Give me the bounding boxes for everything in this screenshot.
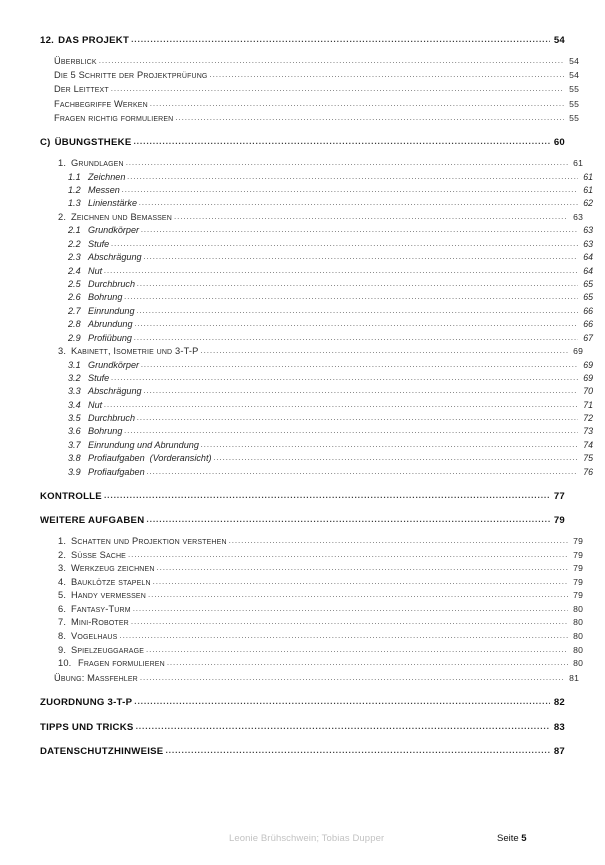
toc-leader-dots [119,632,568,640]
toc-leader-dots [127,173,578,181]
toc-entry-page: 75 [583,453,593,464]
toc-leader-dots [131,35,550,44]
toc-entry-number: 3.4 [68,399,81,410]
toc-entry-page: 80 [573,644,583,655]
toc-entry-title: Grundkörper [88,225,140,236]
toc-entry[interactable] [58,618,583,627]
toc-leader-dots [153,578,568,586]
toc-entry-title: ÜBUNGSTHEKE [54,137,132,149]
toc-entry-page: 74 [583,439,593,450]
toc-entry-page: 79 [573,535,583,546]
toc-entry-page: 66 [583,319,593,330]
toc-entry[interactable] [68,454,593,463]
toc-entry-title: Messen [88,185,120,196]
toc-leader-dots [146,646,568,654]
toc-entry[interactable] [68,267,593,276]
toc-entry[interactable] [40,723,565,733]
toc-entry-title: Überblick [54,55,97,66]
toc-entry[interactable] [54,57,579,66]
toc-leader-dots [210,71,564,79]
toc-entry-number: 2.4 [68,265,81,276]
toc-entry[interactable] [68,334,593,343]
toc-entry-page: 62 [583,198,593,209]
toc-entry-number: 3.6 [68,426,81,437]
toc-entry[interactable] [68,374,593,383]
toc-entry-title: Schatten und Projektion verstehen [71,535,227,546]
toc-entry-page: 63 [583,225,593,236]
toc-leader-dots [134,334,578,342]
toc-entry[interactable] [68,199,593,208]
toc-entry-number: 10. [58,658,72,669]
toc-entry[interactable] [68,240,593,249]
toc-entry-number: 1. [58,535,67,546]
toc-entry-title: Die 5 Schritte der Projektprüfung [54,69,208,80]
toc-entry-title: WEITERE AUFGABEN [40,515,145,527]
toc-leader-dots [111,240,578,248]
toc-entry-number: 1. [58,158,67,169]
toc-entry-page: 77 [553,490,565,502]
toc-entry[interactable] [40,747,565,757]
toc-entry-page: 63 [573,211,583,222]
toc-entry[interactable] [68,441,593,450]
toc-leader-dots [124,427,578,435]
toc-entry-title: Fragen richtig formulieren [54,113,174,124]
toc-entry-title: ZUORDNUNG 3-T-P [40,696,133,708]
toc-leader-dots [144,387,578,395]
toc-entry-number: 1.2 [68,185,81,196]
toc-entry-number: 5. [58,590,67,601]
toc-entry-title: Süße Sache [71,549,126,560]
toc-entry-title: Kabinett, Isometrie und 3-T-P [71,345,199,356]
toc-leader-dots [133,605,568,613]
toc-entry-title: Nut [88,265,103,276]
toc-leader-dots [146,515,550,524]
toc-entry-page: 64 [583,265,593,276]
toc-leader-dots [148,591,568,599]
toc-entry-title: Profiaufgaben [88,466,145,477]
toc-entry-page: 60 [553,137,565,149]
toc-entry[interactable] [58,551,583,560]
toc-leader-dots [137,280,578,288]
toc-entry-number: 2.6 [68,292,81,303]
toc-entry-number: 3. [58,345,67,356]
toc-entry-title: Fachbegriffe Werken [54,98,148,109]
toc-entry-title: Bohrung [88,426,123,437]
toc-leader-dots [175,114,564,122]
toc-entry[interactable] [68,468,593,477]
toc-entry[interactable] [68,253,593,262]
toc-entry[interactable] [58,591,583,600]
toc-entry[interactable] [54,71,579,80]
toc-entry-title: Zeichnen und Bemaßen [71,211,172,222]
toc-leader-dots [214,454,578,462]
toc-entry[interactable] [58,213,583,222]
toc-entry-number: 2. [58,211,67,222]
toc-entry-title: KONTROLLE [40,490,102,502]
toc-entry[interactable] [40,36,565,46]
toc-entry-number: 12. [40,35,55,46]
toc-entry-number: 6. [58,603,67,614]
footer-page-label: Seite [497,833,522,844]
toc-entry-number: 2.9 [68,332,81,343]
toc-entry-page: 87 [553,746,565,758]
toc-entry-page: 73 [583,426,593,437]
toc-entry-page: 61 [573,158,583,169]
toc-entry[interactable] [68,307,593,316]
toc-entry-title: Abschrägung [88,386,142,397]
toc-leader-dots [104,491,550,500]
toc-entry-page: 55 [569,98,579,109]
toc-entry-title: Linienstärke [88,198,138,209]
toc-leader-dots [174,213,568,221]
toc-entry[interactable] [68,320,593,329]
toc-entry-number: 3.1 [68,359,81,370]
toc-entry-title: DAS PROJEKT [58,35,130,46]
toc-entry-title: Abschrägung [88,252,142,263]
toc-entry-title: Übung: Maßfehler [54,672,138,683]
toc-entry-number: 8. [58,631,67,642]
toc-entry-page: 81 [569,672,579,683]
toc-entry[interactable] [58,632,583,641]
toc-entry-title: Grundkörper [88,359,140,370]
toc-entry-number: 2.3 [68,252,81,263]
toc-entry-page: 67 [583,332,593,343]
toc-entry-title: Bohrung [88,292,123,303]
toc-entry[interactable] [58,347,583,356]
toc-leader-dots [126,159,568,167]
toc-entry-title: Werkzeug zeichnen [71,563,155,574]
toc-entry-page: 69 [573,345,583,356]
toc-entry-page: 55 [569,84,579,95]
toc-entry[interactable] [54,85,579,94]
toc-entry[interactable] [58,537,583,546]
toc-entry-number: 2.7 [68,305,81,316]
toc-entry-page: 54 [569,69,579,80]
toc-entry-page: 76 [583,466,593,477]
toc-leader-dots [165,746,550,755]
toc-entry[interactable] [58,564,583,573]
toc-leader-dots [131,618,568,626]
toc-entry-number: 2. [58,549,67,560]
toc-entry[interactable] [54,674,579,683]
toc-leader-dots [99,57,564,65]
toc-leader-dots [139,199,578,207]
toc-leader-dots [157,564,568,572]
toc-leader-dots [104,267,578,275]
toc-entry-page: 69 [583,359,593,370]
toc-entry-number: 1.1 [68,171,81,182]
toc-leader-dots [147,468,578,476]
toc-leader-dots [140,674,564,682]
toc-leader-dots [137,414,578,422]
toc-entry-page: 82 [553,696,565,708]
toc-entry-page: 54 [569,55,579,66]
table-of-contents [40,35,593,758]
toc-leader-dots [200,347,568,355]
toc-entry-title: Grundlagen [71,158,124,169]
toc-entry-page: 55 [569,113,579,124]
toc-leader-dots [167,659,568,667]
toc-entry[interactable] [68,186,593,195]
toc-entry[interactable] [58,646,583,655]
toc-entry-number: 2.8 [68,319,81,330]
toc-entry-page: 80 [573,617,583,628]
toc-entry[interactable] [68,387,593,396]
toc-entry-title: Durchbruch [88,413,136,424]
toc-entry-title: Stufe [88,372,110,383]
toc-entry-title: Spielzeuggarage [71,644,145,655]
toc-entry[interactable] [68,401,593,410]
toc-entry-page: 64 [583,252,593,263]
toc-entry-number: 3.9 [68,466,81,477]
toc-entry-number: 3.8 [68,453,81,464]
toc-entry-number: 2.5 [68,278,81,289]
toc-entry[interactable] [58,578,583,587]
toc-entry-title: Mini-Roboter [71,617,129,628]
toc-entry[interactable] [40,492,565,502]
toc-entry-title: Einrundung und Abrundung [88,439,199,450]
toc-entry-title: Einrundung [88,305,135,316]
toc-leader-dots [124,293,578,301]
toc-leader-dots [128,551,568,559]
toc-entry[interactable] [54,114,579,123]
toc-entry-title: Profiaufgaben (Vorderansicht) [88,453,212,464]
footer-authors: Leonie Brühschwein; Tobias Dupper [229,833,385,844]
toc-entry-title: Profiübung [88,332,132,343]
toc-entry-page: 72 [583,413,593,424]
toc-leader-dots [111,85,564,93]
toc-entry-page: 83 [553,721,565,733]
toc-leader-dots [201,441,578,449]
toc-entry-number: 1.3 [68,198,81,209]
toc-entry-number: 3.2 [68,372,81,383]
toc-leader-dots [144,253,578,261]
toc-leader-dots [150,100,564,108]
toc-entry-number: 3.7 [68,439,81,450]
toc-entry-title: Der Leittext [54,84,109,95]
toc-entry-number: 3.3 [68,386,81,397]
toc-entry-page: 70 [583,386,593,397]
toc-leader-dots [104,401,578,409]
toc-entry-page: 79 [553,515,565,527]
toc-leader-dots [134,697,550,706]
toc-entry-number: 9. [58,644,67,655]
toc-entry-page: 61 [583,171,593,182]
toc-entry[interactable] [68,280,593,289]
toc-entry[interactable] [58,659,583,668]
toc-entry-number: C) [40,137,51,149]
toc-entry[interactable] [68,293,593,302]
toc-entry-title: Durchbruch [88,278,136,289]
toc-entry-title: Fantasy-Turm [71,603,131,614]
toc-leader-dots [135,320,579,328]
toc-entry-page: 69 [583,372,593,383]
footer-page-number [497,833,527,844]
toc-entry-title: Stufe [88,238,110,249]
toc-entry[interactable] [54,100,579,109]
toc-leader-dots [137,307,578,315]
toc-entry-page: 63 [583,238,593,249]
toc-entry[interactable] [68,414,593,423]
toc-entry-title: DATENSCHUTZHINWEISE [40,746,164,758]
toc-entry-number: 3. [58,563,67,574]
toc-leader-dots [133,137,550,146]
toc-entry-number: 4. [58,576,67,587]
toc-entry-title: Nut [88,399,103,410]
toc-entry-page: 54 [553,35,565,46]
toc-entry-page: 80 [573,631,583,642]
toc-entry-page: 65 [583,278,593,289]
toc-entry[interactable] [40,138,565,148]
toc-entry[interactable] [40,698,565,708]
toc-leader-dots [141,361,578,369]
toc-leader-dots [141,226,578,234]
toc-entry-page: 79 [573,576,583,587]
toc-entry-number: 2.1 [68,225,81,236]
toc-leader-dots [136,722,550,731]
toc-entry-title: TIPPS UND TRICKS [40,721,134,733]
toc-entry-page: 65 [583,292,593,303]
toc-entry-number: 3.5 [68,413,81,424]
footer-page-value: 5 [521,833,527,844]
toc-entry-number: 2.2 [68,238,81,249]
toc-leader-dots [111,374,578,382]
toc-entry-page: 80 [573,603,583,614]
toc-entry-number: 7. [58,617,67,628]
toc-entry[interactable] [68,173,593,182]
toc-entry-page: 79 [573,563,583,574]
toc-entry-title: Fragen formulieren [78,658,165,669]
toc-entry-page: 79 [573,549,583,560]
toc-entry-title: Vogelhaus [71,631,118,642]
toc-entry-title: Handy vermessen [71,590,146,601]
toc-entry-page: 66 [583,305,593,316]
toc-leader-dots [122,186,578,194]
toc-entry-title: Abrundung [88,319,133,330]
toc-entry[interactable] [68,226,593,235]
toc-entry[interactable] [68,427,593,436]
toc-entry[interactable] [58,605,583,614]
toc-entry-page: 61 [583,185,593,196]
toc-entry[interactable] [68,361,593,370]
toc-entry[interactable] [58,159,583,168]
toc-entry-page: 79 [573,590,583,601]
toc-leader-dots [229,537,568,545]
toc-entry-page: 71 [583,399,593,410]
toc-entry-title: Bauklötze stapeln [71,576,151,587]
toc-entry-title: Zeichnen [88,171,126,182]
toc-entry[interactable] [40,516,565,526]
toc-entry-page: 80 [573,658,583,669]
page-footer [0,833,605,853]
